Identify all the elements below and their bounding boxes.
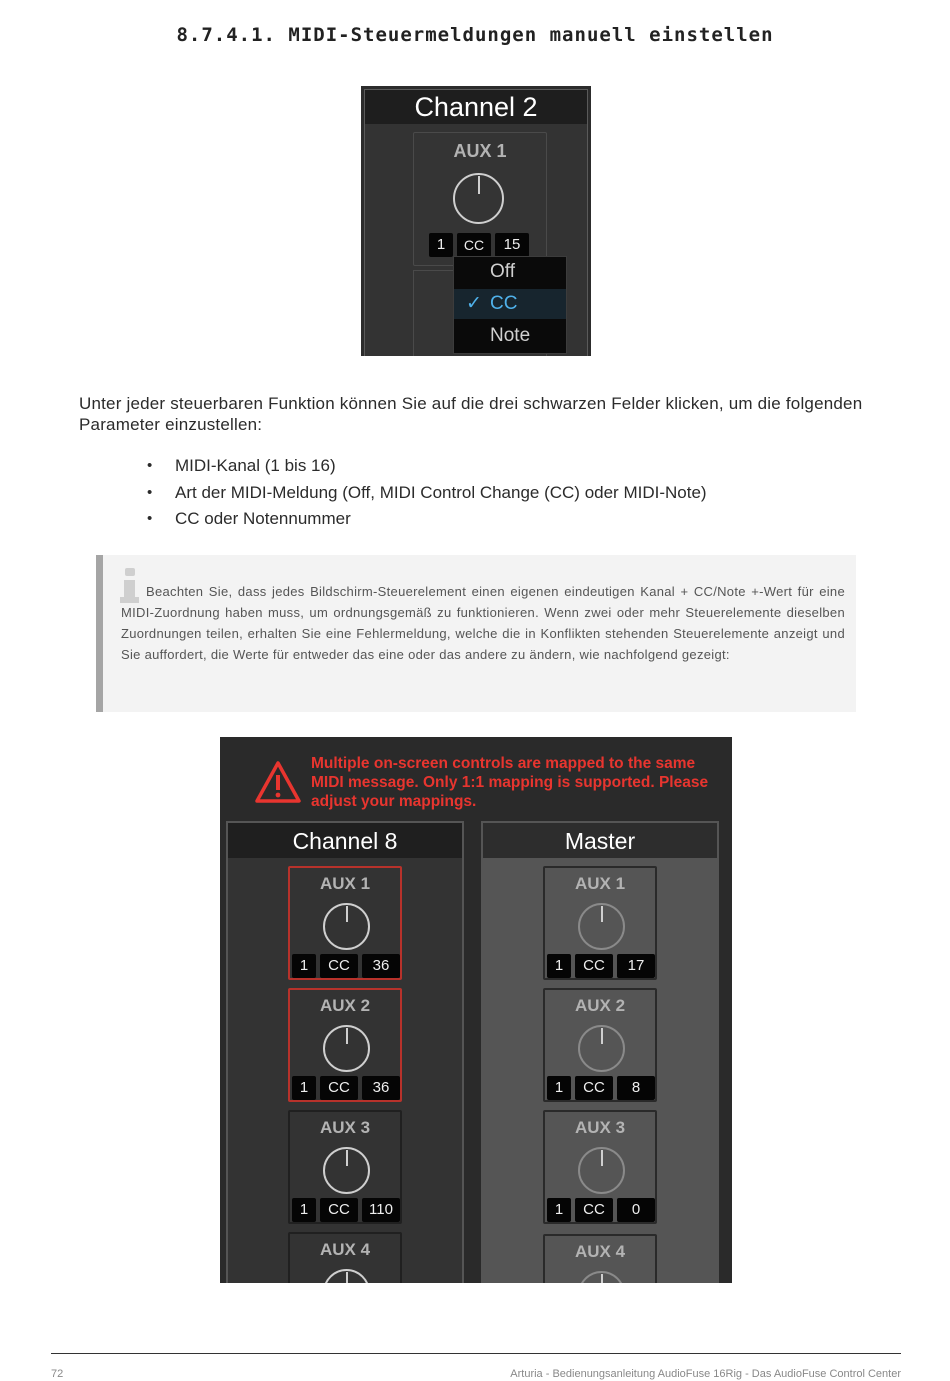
aux-knob[interactable] xyxy=(323,1025,370,1072)
aux-knob[interactable] xyxy=(323,1269,370,1283)
midi-channel-field[interactable]: 1 xyxy=(547,1198,571,1222)
page-number: 72 xyxy=(51,1368,64,1380)
aux-label: AUX 1 xyxy=(574,874,626,893)
midi-channel-field[interactable]: 1 xyxy=(292,1198,316,1222)
midi-number-field[interactable]: 36 xyxy=(362,1076,400,1100)
aux1-control-card xyxy=(413,132,547,266)
aux-knob[interactable] xyxy=(578,1271,625,1283)
midi-number-field[interactable]: 110 xyxy=(362,1198,400,1222)
aux-knob[interactable] xyxy=(578,903,625,950)
channel-title: Channel 2 xyxy=(365,90,587,124)
master-panel xyxy=(481,821,719,1283)
checkmark-icon: ✓ xyxy=(466,293,482,314)
midi-type-field[interactable]: CC xyxy=(575,954,613,978)
aux3-control-card xyxy=(288,1110,402,1224)
midi-channel-field[interactable]: 1 xyxy=(429,233,453,257)
list-item: • Art der MIDI-Meldung (Off, MIDI Control Change (CC) oder MIDI-Note) xyxy=(147,482,707,509)
aux1-knob[interactable] xyxy=(453,173,504,224)
midi-number-field[interactable]: 15 xyxy=(495,233,529,257)
midi-channel-field[interactable]: 1 xyxy=(292,1076,316,1100)
aux-knob[interactable] xyxy=(578,1147,625,1194)
aux-label: AUX 3 xyxy=(574,1118,626,1137)
aux3-control-card xyxy=(543,1110,657,1224)
aux-label: AUX 2 xyxy=(574,996,626,1015)
aux-label: AUX 1 xyxy=(319,874,371,893)
midi-type-field[interactable]: CC xyxy=(575,1198,613,1222)
footer-text: Arturia - Bedienungsanleitung AudioFuse 16Rig - Das AudioFuse Control Center xyxy=(510,1368,901,1380)
midi-type-field[interactable]: CC xyxy=(457,233,491,257)
footer-divider xyxy=(51,1353,901,1354)
aux-label: AUX 3 xyxy=(319,1118,371,1137)
aux-label: AUX 2 xyxy=(319,996,371,1015)
midi-type-field[interactable]: CC xyxy=(320,954,358,978)
aux1-control-card xyxy=(288,866,402,980)
midi-number-field[interactable]: 0 xyxy=(617,1198,655,1222)
panel-title: Master xyxy=(483,823,717,858)
info-note xyxy=(96,555,856,712)
aux2-control-card xyxy=(288,988,402,1102)
note-text: Beachten Sie, dass jedes Bildschirm-Steuerelement einen eigenen eindeutigen Kanal + CC/Note +-Wert für eine MIDI-Zuordnung haben muss, um ordnungsgemäß zu funktionieren. Wenn zwei oder mehr Steuerelemente dieselben Zuordnungen teilen, erhalten Sie eine Fehlermeldung, welche die in Konflikten stehenden Steuerelemente anzeigt und Sie auffordert, die Werte für entweder das eine oder das andere zu ändern, wie nachfolgend gezeigt: xyxy=(121,584,845,662)
aux-label: AUX 4 xyxy=(574,1242,626,1261)
list-item: • MIDI-Kanal (1 bis 16) xyxy=(147,455,707,482)
midi-type-field[interactable]: CC xyxy=(320,1198,358,1222)
warning-icon xyxy=(255,760,301,804)
dropdown-item-note[interactable] xyxy=(454,321,566,351)
aux-knob[interactable] xyxy=(323,903,370,950)
dropdown-item-label: Note xyxy=(490,325,531,346)
section-heading: 8.7.4.1. MIDI-Steuermeldungen manuell einstellen xyxy=(176,24,774,46)
dropdown-item-label: Off xyxy=(490,261,515,282)
midi-number-field[interactable]: 8 xyxy=(617,1076,655,1100)
intro-paragraph: Unter jeder steuerbaren Funktion können Sie auf die drei schwarzen Felder klicken, um die folgenden Parameter einzustellen: xyxy=(79,394,863,434)
midi-type-field[interactable]: CC xyxy=(575,1076,613,1100)
midi-dropdown-screenshot xyxy=(361,86,591,356)
midi-type-dropdown[interactable] xyxy=(453,256,567,354)
aux4-control-card xyxy=(543,1234,657,1283)
midi-channel-field[interactable]: 1 xyxy=(292,954,316,978)
aux-label: AUX 4 xyxy=(319,1240,371,1259)
aux4-control-card xyxy=(288,1232,402,1283)
aux-knob[interactable] xyxy=(578,1025,625,1072)
parameter-list xyxy=(147,455,707,535)
aux-knob[interactable] xyxy=(323,1147,370,1194)
midi-type-field[interactable]: CC xyxy=(320,1076,358,1100)
aux1-control-card xyxy=(543,866,657,980)
dropdown-item-off[interactable] xyxy=(454,257,566,287)
midi-channel-field[interactable]: 1 xyxy=(547,1076,571,1100)
mapping-error-message: Multiple on-screen controls are mapped to the same MIDI message. Only 1:1 mapping is supported. Please adjust your mappings. xyxy=(311,755,709,810)
panel-title: Channel 8 xyxy=(228,823,462,858)
aux2-control-card xyxy=(543,988,657,1102)
dropdown-item-cc[interactable] xyxy=(454,289,566,319)
dropdown-item-label: CC xyxy=(490,293,518,314)
midi-number-field[interactable]: 17 xyxy=(617,954,655,978)
midi-number-field[interactable]: 36 xyxy=(362,954,400,978)
aux-label: AUX 1 xyxy=(453,141,507,161)
midi-channel-field[interactable]: 1 xyxy=(547,954,571,978)
list-item: • CC oder Notennummer xyxy=(147,508,707,535)
channel8-panel xyxy=(226,821,464,1283)
mapping-conflict-screenshot xyxy=(220,737,732,1283)
